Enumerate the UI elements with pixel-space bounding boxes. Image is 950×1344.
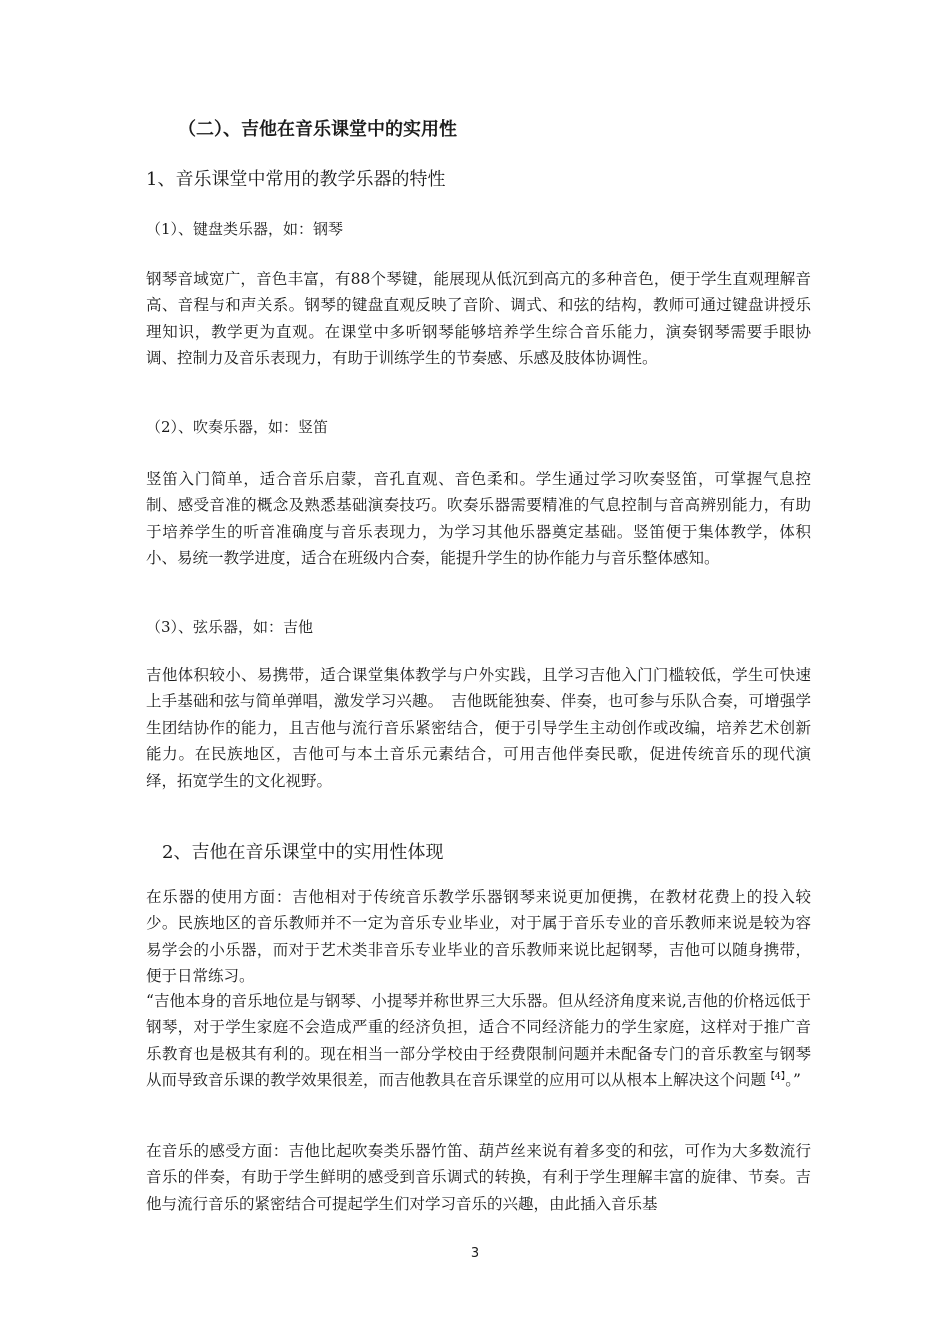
heading-1: 1、音乐课堂中常用的教学乐器的特性 [146, 169, 446, 190]
citation-marker: 【4】 [766, 1072, 786, 1083]
section-title: （二）、吉他在音乐课堂中的实用性 [178, 119, 457, 140]
paragraph-guitar: 吉他体积较小、易携带，适合课堂集体教学与户外实践，且学习吉他入门门槛较低，学生可快速上手基础和弦与简单弹唱，激发学习兴趣。 吉他既能独奏、伴奏，也可参与乐队合奏，可增强学生团结协作的能力，且吉他与流行音乐紧密结合，便于引导学生主动创作或改编，培养艺术创新能力。在民族地区，吉他可与本土音乐元素结合，可用吉他伴奏民歌，促进传统音乐的现代演绎，拓宽学生的文化视野。 [146, 666, 811, 790]
paragraph-piano: 钢琴音域宽广，音色丰富，有88个琴键，能展现从低沉到高亢的多种音色，便于学生直观理解音高、音程与和声关系。钢琴的键盘直观反映了音阶、调式、和弦的结构，教师可通过键盘讲授乐理知识，教学更为直观。在课堂中多听钢琴能够培养学生综合音乐能力，演奏钢琴需要手眼协调、控制力及音乐表现力，有助于训练学生的节奏感、乐感及肢体协调性。 [146, 270, 811, 368]
quote-text: “吉他本身的音乐地位是与钢琴、小提琴并称世界三大乐器。但从经济角度来说,吉他的价格远低于钢琴，对于学生家庭不会造成严重的经济负担，适合不同经济能力的学生家庭，这样对于推广音乐教育也是极其有利的。现在相当一部分学校由于经费限制问题并未配备专门的音乐教室与钢琴从而导致音乐课的教学效果很差，而吉他教具在音乐课堂的应用可以从根本上解决这个问题 [146, 992, 811, 1090]
subheading-piano: （1）、键盘类乐器，如：钢琴 [146, 220, 344, 238]
heading-2: 2、吉他在音乐课堂中的实用性体现 [162, 842, 444, 863]
paragraph-perception: 在音乐的感受方面：吉他比起吹奏类乐器竹笛、葫芦丝来说有着多变的和弦，可作为大多数流行音乐的伴奏，有助于学生鲜明的感受到音乐调式的转换，有利于学生理解丰富的旋律、节奏。吉他与流行音乐的紧密结合可提起学生们对学习音乐的兴趣，由此插入音乐基 [146, 1142, 811, 1213]
paragraph-recorder: 竖笛入门简单，适合音乐启蒙，音孔直观、音色柔和。学生通过学习吹奏竖笛，可掌握气息控制、感受音准的概念及熟悉基础演奏技巧。吹奏乐器需要精准的气息控制与音高辨别能力，有助于培养学生的听音准确度与音乐表现力，为学习其他乐器奠定基础。竖笛便于集体教学，体积小、易统一教学进度，适合在班级内合奏，能提升学生的协作能力与音乐整体感知。 [146, 470, 811, 568]
paragraph-usage: 在乐器的使用方面：吉他相对于传统音乐教学乐器钢琴来说更加便携，在教材花费上的投入较少。民族地区的音乐教师并不一定为音乐专业毕业，对于属于音乐专业的音乐教师来说是较为容易学会的小乐器，而对于艺术类非音乐专业毕业的音乐教师来说比起钢琴，吉他可以随身携带，便于日常练习。 [146, 888, 811, 986]
subheading-recorder: （2）、吹奏乐器，如：竖笛 [146, 418, 329, 436]
subheading-guitar: （3）、弦乐器，如：吉他 [146, 618, 314, 636]
page-number: 3 [470, 1246, 480, 1261]
quote-end: 。” [785, 1071, 801, 1090]
quote-paragraph [146, 988, 811, 1094]
